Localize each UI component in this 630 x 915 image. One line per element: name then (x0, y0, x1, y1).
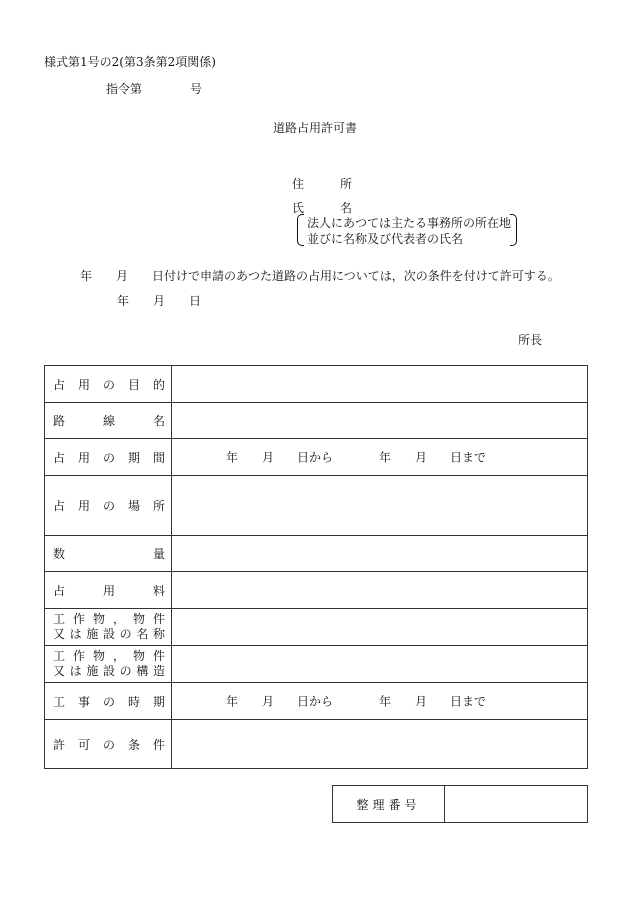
left-bracket (297, 214, 304, 246)
reference-number-label: 整理番号 (333, 786, 445, 823)
purpose-value[interactable] (172, 366, 588, 403)
permit-details-table (44, 365, 588, 769)
table-row (45, 476, 588, 536)
occupancy-period-value[interactable]: 年 月 日から 年 月 日まで (172, 439, 588, 476)
purpose-label: 占用の目的 (53, 377, 165, 392)
table-row (45, 403, 588, 439)
form-number: 様式第1号の2(第3条第2項関係) (44, 55, 216, 69)
structure-name-value[interactable] (172, 609, 588, 646)
order-prefix: 指令第 (106, 82, 143, 96)
table-row (45, 683, 588, 720)
corporation-note (297, 213, 517, 245)
structure-name-label-line-2: 又は施設の名称 (53, 627, 165, 641)
reference-number-value[interactable] (445, 786, 588, 823)
table-row (45, 572, 588, 609)
table-row (45, 439, 588, 476)
structure-design-label-line-2: 又は施設の構造 (53, 664, 165, 678)
right-bracket (510, 214, 517, 246)
office-chief: 所長 (518, 333, 543, 347)
structure-design-label-line-1: 工作物，物件 (53, 649, 165, 663)
occupancy-location-label: 占用の場所 (53, 499, 165, 513)
permit-conditions-value[interactable] (172, 720, 588, 769)
occupancy-location-value[interactable] (172, 476, 588, 536)
document-title: 道路占用許可書 (272, 121, 357, 135)
occupancy-fee-value[interactable] (172, 572, 588, 609)
occupancy-period-label: 占用の期間 (53, 450, 165, 465)
route-name-label: 路線名 (53, 414, 165, 428)
table-row (45, 646, 588, 683)
route-name-value[interactable] (172, 403, 588, 439)
order-number-line (106, 80, 202, 97)
corporation-note-line-2: 並びに名称及び代表者の氏名 (307, 232, 464, 246)
table-row (45, 366, 588, 403)
quantity-value[interactable] (172, 536, 588, 572)
reference-number-table (332, 785, 588, 823)
table-row (45, 536, 588, 572)
construction-period-label: 工事の時期 (53, 694, 165, 709)
corporation-note-line-1: 法人にあつては主たる事務所の所在地 (307, 216, 512, 230)
permission-statement: 年 月 日付けで申請のあつた道路の占用については，次の条件を付けて許可する。 (80, 269, 560, 283)
construction-period-value[interactable]: 年 月 日から 年 月 日まで (172, 683, 588, 720)
permit-conditions-label: 許可の条件 (53, 737, 165, 752)
table-row (333, 786, 588, 823)
quantity-label: 数量 (53, 547, 165, 561)
name-label: 氏 名 (292, 201, 353, 215)
table-row (45, 720, 588, 769)
order-suffix: 号 (190, 82, 203, 96)
structure-design-value[interactable] (172, 646, 588, 683)
table-row (45, 609, 588, 646)
occupancy-fee-label: 占用料 (53, 583, 165, 598)
address-label: 住 所 (292, 177, 353, 191)
structure-name-label-line-1: 工作物，物件 (53, 612, 165, 626)
issue-date: 年 月 日 (117, 294, 202, 308)
